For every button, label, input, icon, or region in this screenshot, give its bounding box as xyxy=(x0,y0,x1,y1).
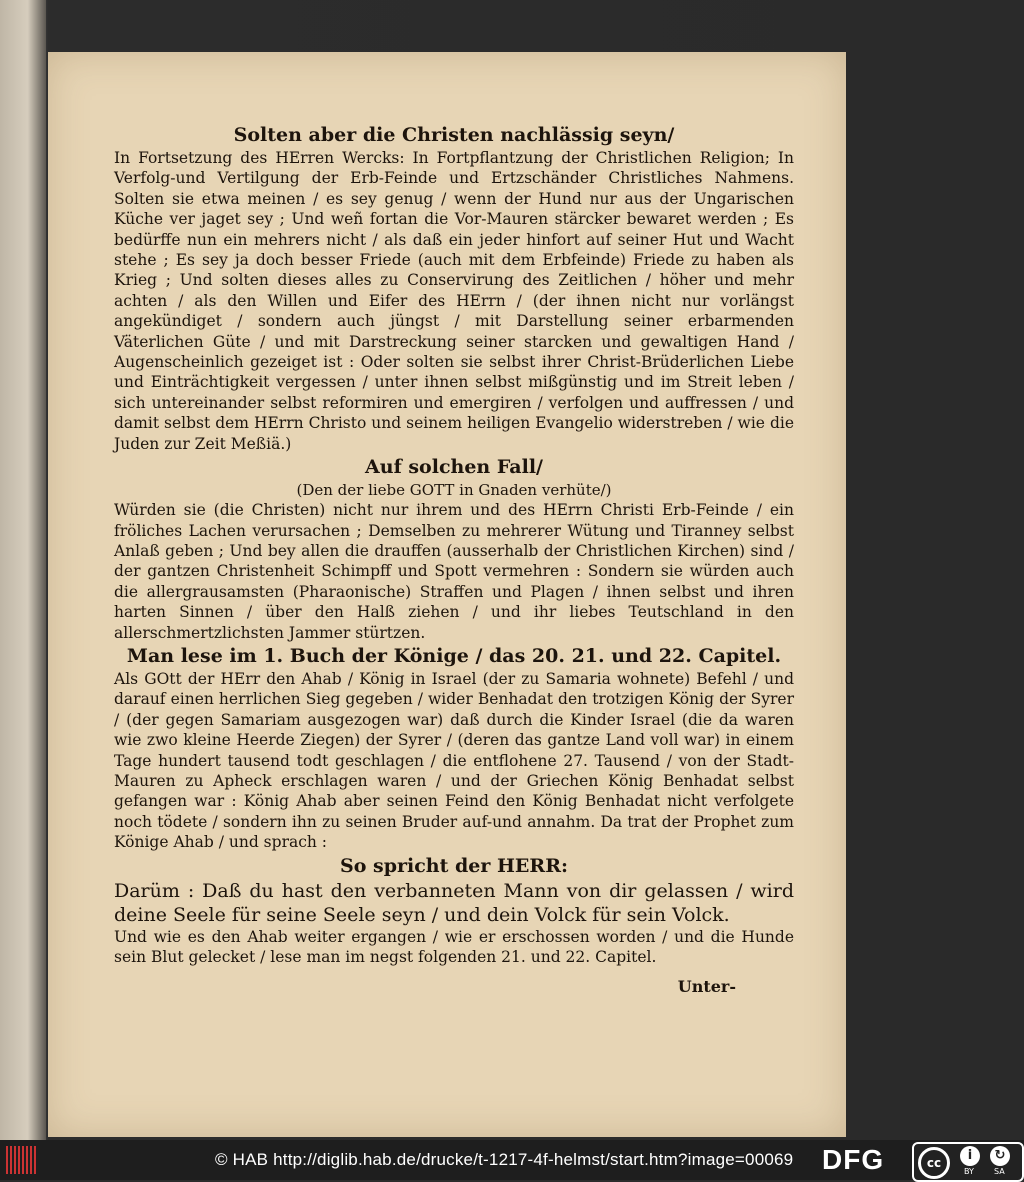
cc-icon: cc xyxy=(918,1147,950,1179)
catchword: Unter- xyxy=(677,977,736,996)
paragraph-fortsetzung: In Fortsetzung des HErren Wercks: In Fortpflantzung der Christlichen Religion; In Verfolg-und Vertilgung der Erb-Feinde und Ertzschänder Christliches Nahmens. Solten sie etwa meinen / es sey genug / wenn der Hund nur aus der Ungarischen Küche ver jaget sey ; Und weñ fortan die Vor-Mauren stärcker bewaret werden ; Es bedürffe nun ein mehrers nicht / als daß ein jeder hinfort auf seiner Hut und Wacht stehe ; Es sey ja doch besser Friede (auch mit dem Erbfeinde) Friede zu haben als Krieg ; Und solten dieses alles zu Conservirung des Zeitlichen / höher und mehr achten / als den Willen und Eifer des HErrn / (der ihnen nicht nur vorlängst angekündiget / sondern auch jüngst / mit Darstellung seiner erbarmenden Väterlichen Güte / und mit Darstreckung seiner starcken und gewaltigen Hand / Augenscheinlich gezeiget ist : Oder solten sie selbst ihrer Christ-Brüderlichen Liebe und Einträchtigkeit vergessen / unter ihnen selbst mißgünstig und im Streit leben / sich untereinander selbst reformiren und emergiren / verfolgen und auffressen / und damit selbst dem HErrn Christo und seinem heiligen Evangelio widerstreben / wie die Juden zur Zeit Meßiä.) xyxy=(114,149,794,453)
paragraph-wuerden: Würden sie (die Christen) nicht nur ihrem und des HErrn Christi Erb-Feinde / ein fröliches Lachen verursachen ; Demselben zu mehrerer Wütung und Tiranney selbst Anlaß geben ; Und bey allen die drauffen (ausserhalb der Christlichen Kirchen) sind / der gantzen Christenheit Schimpff und Spott vermehren : Sondern sie würden auch die allergrausamsten (Pharaonische) Straffen und Plagen / ihnen selbst und ihren harten Sinnen / über den Halß ziehen / und ihr liebes Teutschland in den allerschmertzlichsten Jammer stürtzen. xyxy=(114,501,794,642)
heading-auf-solchen-fall: Auf solchen Fall/ xyxy=(365,456,543,479)
cc-license-badge[interactable] xyxy=(912,1142,1024,1182)
paragraph-darum: Darüm : Daß du hast den verbanneten Mann von dir gelassen / wird deine Seele für seine Seele seyn / und dein Volck für sein Volck. xyxy=(114,879,794,926)
source-url[interactable]: © HAB http://diglib.hab.de/drucke/t-1217-4f-helmst/start.htm?image=00069 xyxy=(215,1150,794,1169)
paragraph-und-wie: Und wie es den Ahab weiter ergangen / wie er erschossen worden / und die Hunde sein Blut gelecket / lese man im negst folgenden 21. und 22. Capitel. xyxy=(114,927,794,966)
sa-icon: ↻ xyxy=(990,1146,1010,1166)
facing-page-edge xyxy=(0,0,46,1140)
footer-bar xyxy=(0,1140,1024,1180)
page-text xyxy=(114,122,794,967)
dfg-logo: DFG xyxy=(822,1144,885,1175)
book-page xyxy=(48,52,846,1137)
heading-man-lese: Man lese im 1. Buch der Könige / das 20. 21. und 22. Capitel. xyxy=(126,644,782,667)
by-label: BY xyxy=(964,1167,974,1176)
sa-label: SA xyxy=(994,1167,1005,1176)
by-icon: i xyxy=(960,1146,980,1166)
heading-so-spricht: So spricht der HERR: xyxy=(339,854,569,877)
heading-subtitle: (Den der liebe GOTT in Gnaden verhüte/) xyxy=(296,481,612,500)
paragraph-ahab: Als GOtt der HErr den Ahab / König in Israel (der zu Samaria wohnete) Befehl / und darauf einen herrlichen Sieg gegeben / wider Benhadat den trotzigen König der Syrer / (der gegen Samariam ausgezogen war) daß durch die Kinder Israel (die da waren wie zwo kleine Heerde Ziegen) der Syrer / (deren das gantze Land voll war) in einem Tage hundert tausend todt geschlagen / die entflohene 27. Tausend / von der Stadt-Mauren zu Apheck erschlagen waren / und der Griechen König Benhadat selbst gefangen war : König Ahab aber seinen Feind den König Benhadat nicht verfolgete noch tödete / sondern ihn zu seinen Bruder auf-und annahm. Da trat der Prophet zum Könige Ahab / und sprach : xyxy=(114,669,794,852)
hab-logo-icon xyxy=(6,1146,36,1174)
heading-nachlaessig: Solten aber die Christen nachlässig seyn/ xyxy=(233,124,675,146)
